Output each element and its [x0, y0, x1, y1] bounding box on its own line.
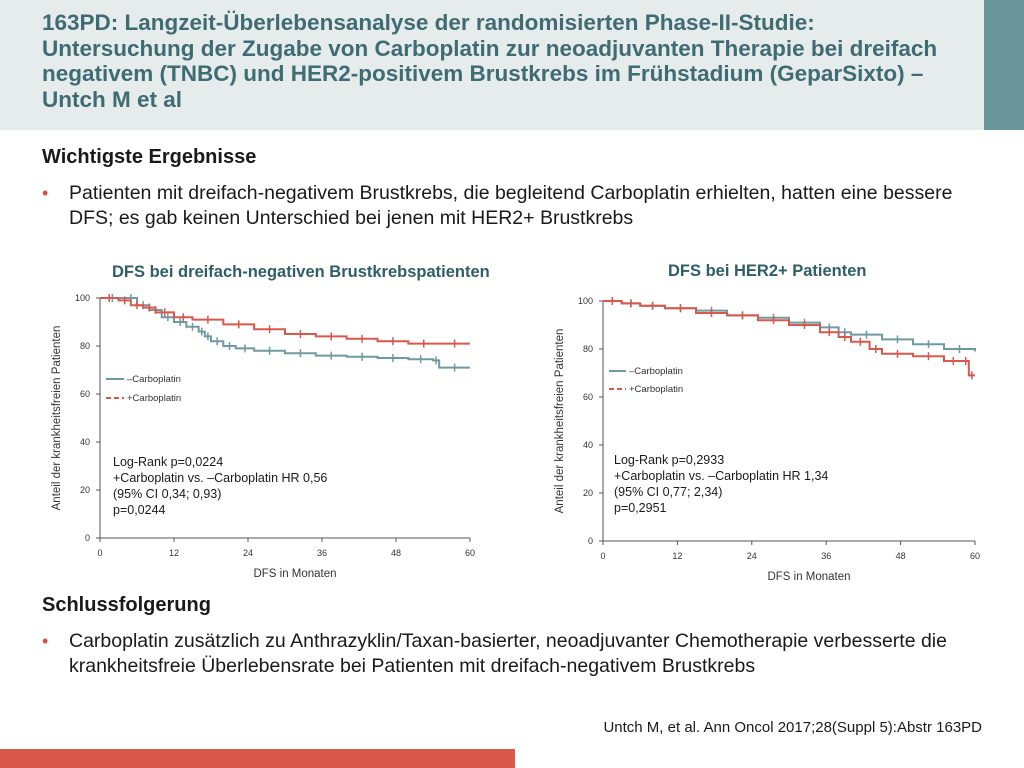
footer-accent-bar	[0, 749, 515, 768]
chart2-x-tick-label: 12	[672, 551, 683, 561]
chart1-x-tick-label: 24	[242, 548, 254, 558]
bullet-icon: •	[42, 631, 49, 651]
chart2-series-minus-carboplatin-line	[603, 301, 975, 351]
chart1-stat-line-2: +Carboplatin vs. –Carboplatin HR 0,56	[113, 471, 328, 485]
chart2-stat-line-2: +Carboplatin vs. –Carboplatin HR 1,34	[614, 469, 829, 483]
chart1-y-tick-label: 60	[79, 389, 90, 399]
chart1-y-tick-label: 20	[79, 485, 90, 495]
chart2-x-tick-label: 60	[969, 551, 981, 561]
chart2-stat-line-1: Log-Rank p=0,2933	[614, 453, 725, 467]
results-heading: Wichtigste Ergebnisse	[42, 146, 257, 168]
chart2-x-axis-label: DFS in Monaten	[767, 571, 851, 583]
chart1-x-tick-label: 60	[464, 548, 476, 558]
chart1-stat-line-1: Log-Rank p=0,0224	[113, 455, 224, 469]
chart1-x-tick-label: 12	[168, 548, 180, 558]
chart2-y-tick-label: 100	[577, 296, 593, 306]
chart1-x-tick-label: 36	[316, 548, 328, 558]
chart1-y-axis-label: Anteil der krankheitsfreien Patienten	[51, 325, 63, 511]
conclusion-bullet-text: Carboplatin zusätzlich zu Anthrazyklin/Taxan-basierter, neoadjuvanter Chemotherapie verbesserte die krankheitsfreie Überlebensrate bei Patienten mit dreifach-negativem Brustkrebs	[69, 630, 947, 677]
citation: Untch M, et al. Ann Oncol 2017;28(Suppl 5):Abstr 163PD	[603, 719, 982, 736]
chart2-y-tick-label: 40	[582, 440, 593, 450]
chart2-y-tick-label: 20	[582, 488, 593, 498]
page-title: 163PD: Langzeit-Überlebensanalyse der randomisierten Phase-II-Studie: Untersuchung der Zugabe von Carboplatin zur neoadjuvanten Therapie bei dreifach negativem (TNBC) und HER2-positivem Brustkrebs im Frühstadium (GeparSixto) – Untch M et al	[42, 10, 938, 112]
conclusion-bullet	[42, 629, 982, 679]
chart1-y-tick-label: 0	[84, 533, 90, 543]
chart2-y-axis-label: Anteil der krankheitsfreien Patienten	[554, 328, 566, 514]
conclusion-heading: Schlussfolgerung	[42, 594, 211, 616]
chart1-x-tick-label: 0	[97, 548, 103, 558]
chart2-title: DFS bei HER2+ Patienten	[668, 262, 867, 280]
chart2-legend-minus: –Carboplatin	[629, 366, 683, 377]
chart1-legend-plus: +Carboplatin	[127, 393, 182, 404]
chart2-y-tick-label: 0	[587, 536, 593, 546]
chart2-y-tick-label: 60	[582, 392, 593, 402]
chart1-stat-line-3: (95% CI 0,34; 0,93)	[113, 487, 222, 501]
chart2-x-tick-label: 24	[746, 551, 757, 561]
chart2-series-plus-carboplatin-line	[603, 301, 975, 375]
chart1-y-tick-label: 100	[74, 293, 90, 303]
chart1-x-tick-label: 48	[390, 548, 402, 558]
chart1-y-tick-label: 80	[79, 341, 90, 351]
bullet-icon: •	[42, 183, 49, 203]
chart1-legend-minus: –Carboplatin	[127, 374, 181, 385]
chart2-stat-line-4: p=0,2951	[614, 501, 667, 515]
chart1-stat-line-4: p=0,0244	[113, 503, 166, 517]
chart1-title: DFS bei dreifach-negativen Brustkrebspatienten	[112, 263, 490, 281]
results-bullet-text: Patienten mit dreifach-negativem Brustkrebs, die begleitend Carboplatin erhielten, hatten eine bessere DFS; es gab keinen Unterschied bei jenen mit HER2+ Brustkrebs	[69, 182, 953, 229]
chart2-x-tick-label: 48	[895, 551, 906, 561]
chart2-x-tick-label: 0	[600, 551, 606, 561]
chart2-stat-line-3: (95% CI 0,77; 2,34)	[614, 485, 723, 499]
chart2-y-tick-label: 80	[582, 344, 593, 354]
chart1-x-axis-label: DFS in Monaten	[253, 568, 337, 580]
chart2-x-tick-label: 36	[821, 551, 832, 561]
chart1-y-tick-label: 40	[79, 437, 90, 447]
chart2-legend-plus: +Carboplatin	[629, 384, 684, 395]
